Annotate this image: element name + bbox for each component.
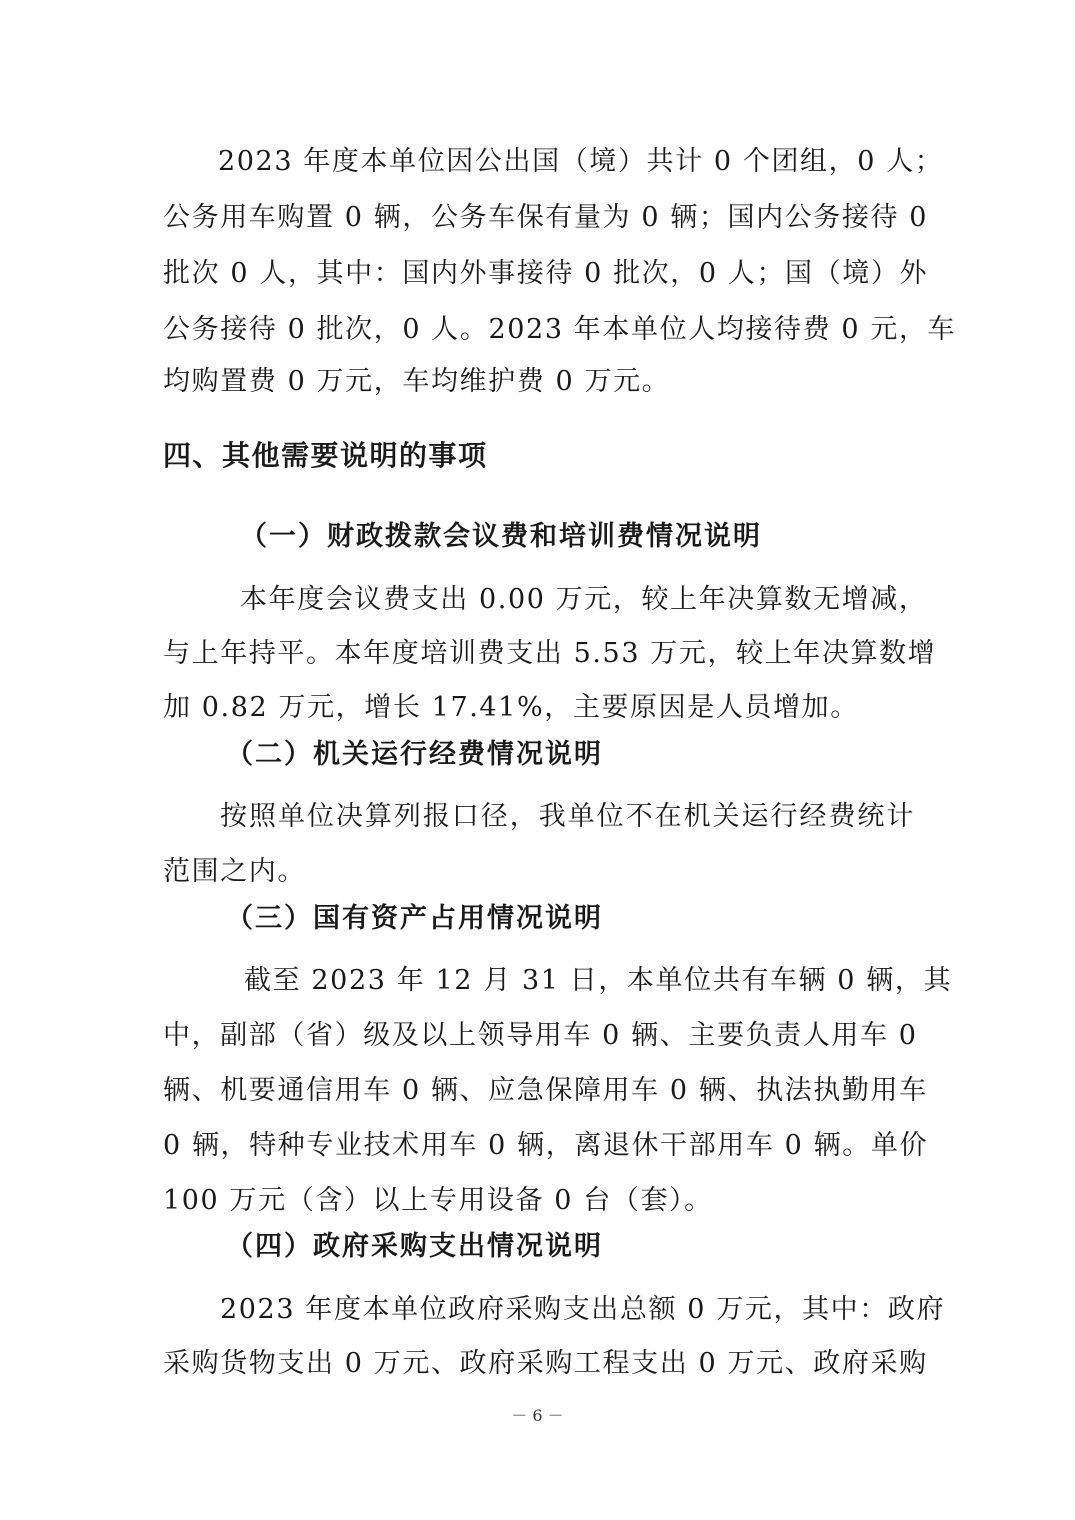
paragraph-line: 100 万元（含）以上专用设备 0 台（套）。 (163, 1185, 713, 1216)
paragraph-line: 0 辆，特种专业技术用车 0 辆，离退休干部用车 0 辆。单价 (163, 1130, 929, 1161)
paragraph-line: 2023 年度本单位因公出国（境）共计 0 个团组，0 人； (218, 146, 944, 177)
paragraph-line: 范围之内。 (163, 856, 306, 887)
paragraph-line: 加 0.82 万元，增长 17.41%，主要原因是人员增加。 (163, 692, 859, 723)
paragraph-line: 采购货物支出 0 万元、政府采购工程支出 0 万元、政府采购 (163, 1348, 928, 1379)
paragraph-line: 公务接待 0 批次，0 人。2023 年本单位人均接待费 0 元，车 (163, 314, 957, 345)
paragraph-line: 按照单位决算列报口径，我单位不在机关运行经费统计 (220, 801, 915, 832)
paragraph-line: 批次 0 人，其中：国内外事接待 0 批次，0 人；国（境）外 (163, 258, 929, 289)
paragraph-line: 中，副部（省）级及以上领导用车 0 辆、主要负责人用车 0 (163, 1020, 918, 1051)
paragraph-line: 截至 2023 年 12 月 31 日，本单位共有车辆 0 辆，其 (244, 965, 953, 996)
paragraph-line: 辆、机要通信用车 0 辆、应急保障用车 0 辆、执法执勤用车 (163, 1075, 928, 1106)
paragraph-line: 均购置费 0 万元，车均维护费 0 万元。 (163, 366, 671, 397)
subsection-heading: （二）机关运行经费情况说明 (226, 739, 603, 770)
subsection-heading: （一）财政拨款会议费和培训费情况说明 (240, 521, 762, 552)
page-number: － 6 － (511, 1406, 564, 1425)
paragraph-line: 与上年持平。本年度培训费支出 5.53 万元，较上年决算数增 (163, 638, 937, 669)
paragraph-line: 公务用车购置 0 辆，公务车保有量为 0 辆；国内公务接待 0 (163, 202, 929, 233)
subsection-heading: （四）政府采购支出情况说明 (226, 1231, 603, 1262)
subsection-heading: （三）国有资产占用情况说明 (226, 903, 603, 934)
paragraph-line: 本年度会议费支出 0.00 万元，较上年决算数无增减， (240, 584, 928, 615)
section-heading: 四、其他需要说明的事项 (163, 439, 488, 472)
paragraph-line: 2023 年度本单位政府采购支出总额 0 万元，其中：政府 (220, 1294, 946, 1325)
